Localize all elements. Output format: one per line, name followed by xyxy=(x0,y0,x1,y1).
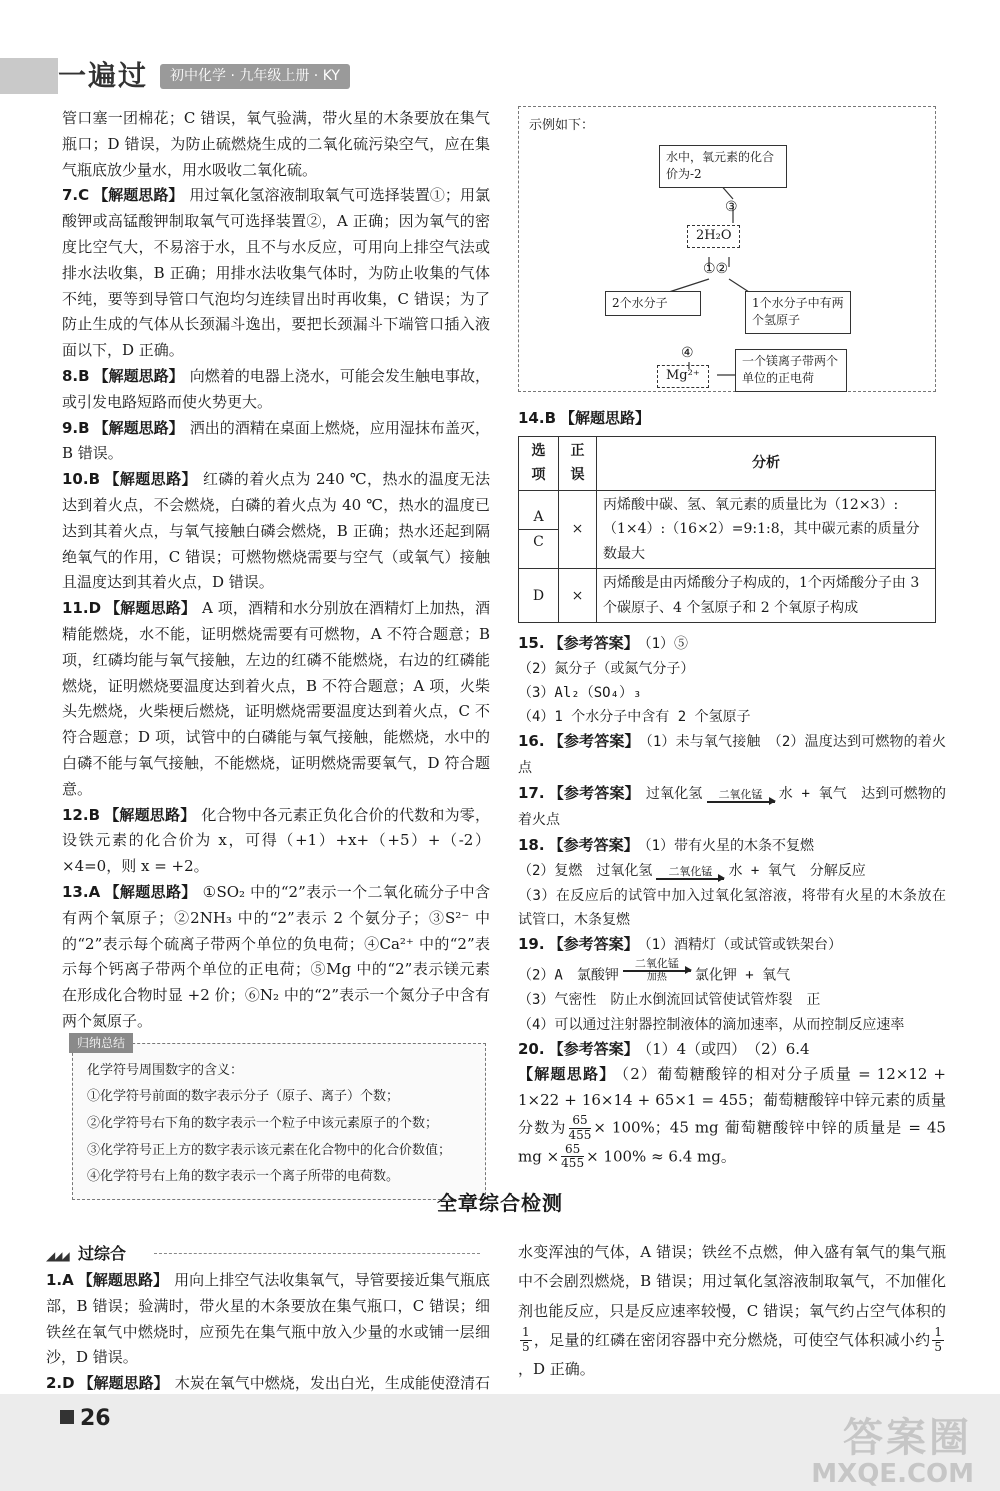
intro-text: 管口塞一团棉花；C 错误，氧气验满，带火星的木条要放在集气瓶口；D 错误，为防止硫燃烧生成的二氧化硫污染空气，应在集气瓶底放少量水，用水吸收二氧化硫。 xyxy=(62,109,490,179)
fraction: $\frac{1}{5}$ xyxy=(522,1325,530,1355)
diagram-box-atoms: 1个水分子中有两个氢原子 xyxy=(745,291,851,334)
subsection-label: 过综合 xyxy=(78,1244,127,1263)
reaction-arrow: 二氧化锰 加热 xyxy=(623,958,691,983)
answer-20: 20. 【参考答案】 （1）4（或四） （2）6.4 【解题思路】 （2）葡萄糖酸锌的相对分子质量 = 12×12 + 1×22 + 16×14 + 65×1 = 455；葡萄糖酸锌中锌元素的质量分数为 $\frac{65}{455}$ × 100%；45 mg 葡萄糖酸锌中锌的质量是 = 45 mg × $\frac{65}{455}$ × 100% ≈ 6.4 mg。 xyxy=(518,1039,946,1171)
left-column xyxy=(62,106,490,1208)
answer-14: 14.B 【解题思路】 xyxy=(518,409,651,427)
right-column xyxy=(518,106,946,1171)
col-header: 正误 xyxy=(559,436,597,490)
bottom-right-column xyxy=(518,1238,946,1384)
symbol-diagram xyxy=(518,106,936,392)
signal-icon: ◢◢◢ xyxy=(46,1249,68,1263)
table-row xyxy=(519,569,936,623)
circle-3: ③ xyxy=(725,199,738,215)
summary-box xyxy=(72,1035,486,1200)
answer-8: 8.B 【解题思路】 向燃着的电器上浇水，可能会发生触电事故，或引发电路短路而使火势更大。 xyxy=(62,366,490,411)
fraction: $\frac{1}{5}$ xyxy=(934,1325,942,1355)
diagram-title: 示例如下： xyxy=(529,118,595,133)
fraction: $\frac{65}{455}$ xyxy=(568,1113,592,1142)
answer-10: 10.B 【解题思路】 红磷的着火点为 240 ℃，热水的温度无法达到着火点，不会燃烧，白磷的着火点为 40 ℃，热水的温度已达到其着火点，与氧气接触白磷会燃烧，B 正确；热水还起到隔绝氧气的作用，C 错误；可燃物燃烧需要与空气（或氧气）接触且温度达到其着火点，D 错误。 xyxy=(62,470,490,592)
subsection-heading xyxy=(46,1240,486,1264)
reaction-arrow: 二氧化锰 xyxy=(707,789,775,803)
answer-19: 19. 【参考答案】 （1）酒精灯（或试管或铁架台） （2）A 氯酸钾 二氧化锰 加热 氯化钾 + 氧气 （3）气密性 防止水倒流回试管使试管炸裂 正 （4）可以通过注射器控制液体的滴加速率，从而控制反应速率 xyxy=(518,935,905,1033)
page-footer xyxy=(0,1394,1000,1491)
header-shade xyxy=(0,58,58,94)
answer-b1: 1.A 【解题思路】 用向上排空气法收集氧气，导管要接近集气瓶底部，B 错误；验满时，带火星的木条要放在集气瓶口，C 错误；细铁丝在氧气中燃烧时，应预先在集气瓶中放入少量的水或铺一层细沙，D 错误。 xyxy=(46,1271,490,1367)
diagram-box-valence: 水中，氧元素的化合价为-2 xyxy=(659,145,787,188)
table-cell: 丙烯酸是由丙烯酸分子构成的，1个丙烯酸分子由 3 个碳原子、4 个氢原子和 2 个氧原子构成 xyxy=(597,569,936,623)
fraction: $\frac{65}{455}$ xyxy=(561,1141,585,1171)
answer-17: 17. 【参考答案】 过氧化氢 二氧化锰 水 + 氧气 达到可燃物的着火点 xyxy=(518,783,946,828)
table-cell: × xyxy=(559,490,597,569)
col-header: 分析 xyxy=(597,436,936,490)
answer-11: 11.D 【解题思路】 A 项，酒精和水分别放在酒精灯上加热，酒精能燃烧，水不能，证明燃烧需要有可燃物，A 不符合题意；B 项，红磷均能与氧气接触，左边的红磷不能燃烧，右边的红磷能燃烧，证明燃烧要温度达到着火点，B 不符合题意；A 项，火柴头先燃烧，火柴梗后燃烧，证明燃烧需要温度达到着火点，C 不符合题意；D 项，试管中的白磷能与氧气接触，能燃烧，水中的白磷不能与氧气接触，不能燃烧，证明燃烧需要氧气，D 符合题意。 xyxy=(62,599,490,798)
answer-16: 16. 【参考答案】 （1）未与氧气接触 （2）温度达到可燃物的着火点 xyxy=(518,732,946,777)
diagram-ion: Mg²⁺ xyxy=(657,365,709,388)
reaction-arrow: 二氧化锰 xyxy=(656,866,724,880)
summary-label: 归纳总结 xyxy=(69,1033,133,1053)
answer-12: 12.B 【解题思路】 化合物中各元素正负化合价的代数和为零，设铁元素的化合价为 x，可得（+1）+x+（+5）+（-2）×4=0，则 x = +2。 xyxy=(62,805,490,876)
diagram-box-charge: 一个镁离子带两个单位的正电荷 xyxy=(735,349,847,392)
table-cell: A C xyxy=(519,490,559,569)
table-row xyxy=(519,490,936,569)
answer-18: 18. 【参考答案】 （1）带有火星的木条不复燃 （2）复燃 过氧化氢 二氧化锰 水 + 氧气 分解反应 （3）在反应后的试管中加入过氧化氢溶液，将带有火星的木条放在试管口，木条复燃 xyxy=(518,835,946,929)
section-title: 全章综合检测 xyxy=(437,1191,563,1215)
answer-13: 13.A 【解题思路】 ①SO₂ 中的“2”表示一个二氧化硫分子中含有两个氧原子；②2NH₃ 中的“2”表示 2 个氨分子；③S²⁻ 中的“2”表示每个硫离子带两个单位的负电荷；④Ca²⁺ 中的“2”表示每个钙离子带两个单位的正电荷；⑤Mg 中的“2”表示镁元素在形成化合物时显 +2 价；⑥N₂ 中的“2”表示一个氮分子中含有两个氮原子。 xyxy=(62,882,490,1030)
watermark-url: MXQE.COM xyxy=(811,1459,974,1489)
brand-logo: 一遍过 xyxy=(58,59,149,92)
analysis-table xyxy=(518,436,936,624)
answer-15: 15. 【参考答案】 （1）⑤ （2）氮分子（或氮气分子） （3）Al₂（SO₄）₃ （4）1 个水分子中含有 2 个氢原子 xyxy=(518,634,751,726)
summary-line: ④化学符号右上角的数字表示一个离子所带的电荷数。 xyxy=(87,1169,400,1185)
answer-7: 7.C 【解题思路】 用过氧化氢溶液制取氧气可选择装置①；用氯酸钾或高锰酸钾制取氧气可选择装置②，A 正确；因为氧气的密度比空气大，不易溶于水，且不与水反应，可用向上排空气法或排水法收集，B 正确；用排水法收集气体时，为防止收集的气体不纯，要等到导管口气泡均匀连续冒出时再收集，C 错误；为了防止生成的气体从长颈漏斗逸出，要把长颈漏斗下端管口插入液面以下，D 正确。 xyxy=(62,186,490,360)
answer-9: 9.B 【解题思路】 洒出的酒精在桌面上燃烧，应用湿抹布盖灭，B 错误。 xyxy=(62,418,490,463)
table-cell: × xyxy=(559,569,597,623)
table-cell: D xyxy=(519,569,559,623)
watermark-logo: 答案圈 xyxy=(843,1415,972,1461)
diagram-formula: 2H₂O xyxy=(687,225,740,248)
subject-label: 初中化学 · 九年级上册 · KY xyxy=(160,64,350,89)
summary-line: ③化学符号正上方的数字表示该元素在化合物中的化合价数值； xyxy=(87,1142,452,1158)
table-header-row xyxy=(519,436,936,490)
circle-1-2: ①② xyxy=(703,261,729,277)
circle-4: ④ xyxy=(681,345,694,361)
summary-line: ①化学符号前面的数字表示分子（原子、离子）个数； xyxy=(87,1089,400,1105)
page-number: 26 xyxy=(80,1406,111,1431)
table-cell: 丙烯酸中碳、氢、氧元素的质量比为（12×3）:（1×4）:（16×2）=9:1:8，其中碳元素的质量分数最大 xyxy=(597,490,936,569)
summary-line: ②化学符号右下角的数字表示一个粒子中该元素原子的个数； xyxy=(87,1115,439,1131)
diagram-box-molecules: 2个水分子 xyxy=(605,291,701,316)
answer-b2: 2.D 【解题思路】 木炭在氧气中燃烧，发出白光，生成能使澄清石 xyxy=(46,1374,490,1393)
col-header: 选项 xyxy=(519,436,559,490)
page-header xyxy=(0,58,1000,96)
divider xyxy=(154,1253,480,1254)
summary-line: 化学符号周围数字的含义： xyxy=(87,1062,244,1078)
page-marker xyxy=(60,1410,74,1424)
answer-b2-continued: 水变浑浊的气体，A 错误；铁丝不点燃，伸入盛有氧气的集气瓶中不会剧烈燃烧，B 错误；用过氧化氢溶液制取氧气，不加催化剂也能反应，只是反应速率较慢，C 错误；氧气约占空气体积的 $\frac{1}{5}$ ，足量的红磷在密闭容器中充分燃烧，可使空气体积减小约 $\frac{1}{5}$ ，D 正确。 xyxy=(518,1243,946,1379)
